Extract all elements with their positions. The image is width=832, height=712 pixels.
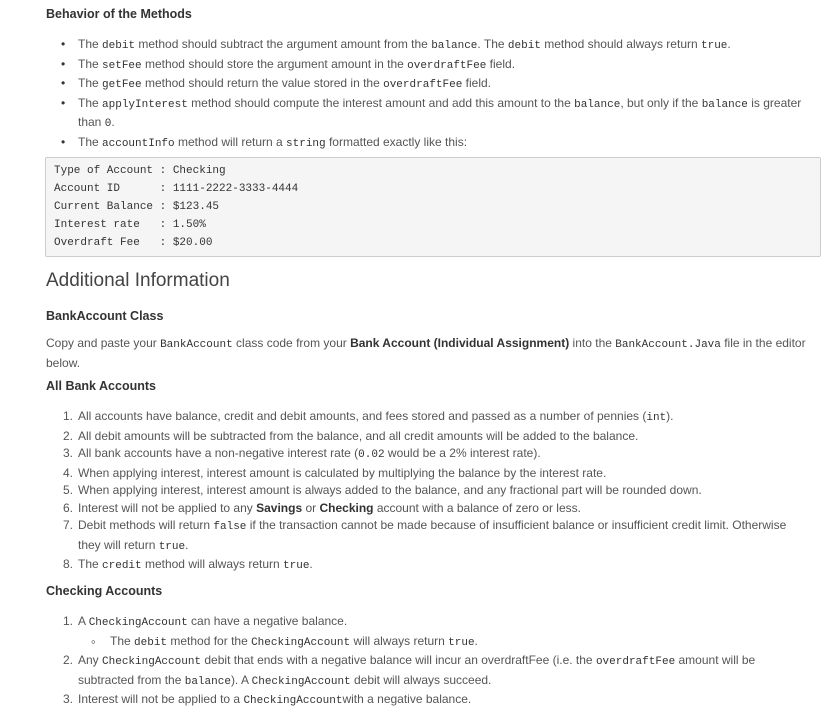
inline-code: CheckingAccount (251, 675, 351, 688)
inline-code: balance (431, 40, 478, 52)
inline-code: true (701, 40, 728, 52)
behavior-item: • The accountInfo method will return a string formatted exactly like this: (46, 134, 816, 154)
inline-code: true (158, 540, 186, 553)
list-item: 3. All bank accounts have a non-negative interest rate (0.02 would be a 2% interest rate). (63, 446, 541, 461)
inline-code: CheckingAccount (88, 617, 188, 629)
checking-accounts-heading: Checking Accounts (46, 584, 163, 598)
inline-code: BankAccount.Java (615, 339, 721, 351)
inline-code: balance (701, 98, 748, 111)
behavior-item: • The debit method should subtract the argument amount from the balance. The debit method should always return true. (46, 36, 816, 56)
behavior-item: • The getFee method should return the value stored in the overdraftFee field. (46, 75, 816, 95)
inline-code: debit (507, 40, 541, 52)
inline-code: debit (134, 636, 168, 649)
list-item: 2. All debit amounts will be subtracted from the balance, and all credit amounts will be added to the balance. (63, 428, 639, 443)
additional-info-heading: Additional Information (46, 270, 230, 291)
list-item: 7. Debit methods will return false if the transaction cannot be made because of insufficient balance or insufficient credit limit. Otherwise they will return true. (63, 518, 787, 553)
behavior-item: • The applyInterest method should compute the interest amount and add this amount to the balance, but only if the balance is greater than 0. (46, 95, 816, 134)
inline-code: setFee (102, 59, 142, 72)
inline-code: credit (102, 560, 142, 572)
inline-code: balance (184, 675, 231, 688)
code-line: Overdraft Fee : $20.00 (54, 237, 213, 249)
inline-code: CheckingAccount (243, 695, 343, 707)
inline-code: balance (574, 98, 621, 111)
bold-text: Checking (319, 500, 374, 515)
list-item: 8. The credit method will always return true. (63, 557, 313, 572)
inline-code: getFee (102, 79, 142, 91)
inline-code: true (448, 636, 475, 649)
list-item: 6. Interest will not be applied to any Savings or Checking account with a balance of zero or less. (63, 500, 581, 515)
bold-text: Bank Account (Individual Assignment) (350, 336, 570, 350)
inline-code: CheckingAccount (251, 636, 351, 649)
inline-code: 0 (104, 118, 112, 130)
inline-code: CheckingAccount (102, 656, 202, 668)
inline-code: false (213, 521, 247, 533)
behavior-item: • The setFee method should store the argument amount in the overdraftFee field. (46, 56, 816, 76)
code-line: Interest rate : 1.50% (54, 219, 206, 231)
checking-accounts-list (46, 613, 806, 711)
bankaccount-class-heading: BankAccount Class (46, 309, 164, 323)
inline-code: string (286, 137, 326, 150)
code-line: Current Balance : $123.45 (54, 201, 220, 213)
inline-code: overdraftFee (383, 79, 463, 91)
code-line: Type of Account : Checking (54, 165, 226, 177)
inline-code: applyInterest (102, 98, 188, 111)
bankaccount-class-text: Copy and paste your BankAccount class code from your Bank Account (Individual Assignment) into the BankAccount.Java file in the editor below. (46, 336, 806, 370)
list-item: 5. When applying interest, interest amount is always added to the balance, and any fractional part will be rounded down. (63, 483, 702, 497)
all-accounts-list (46, 408, 806, 576)
inline-code: true (283, 560, 310, 572)
all-accounts-heading: All Bank Accounts (46, 379, 156, 393)
bold-text: Savings (256, 500, 303, 515)
inline-code: overdraftFee (595, 656, 676, 668)
inline-code: 0.02 (358, 449, 385, 461)
sub-list-item: ◦ The debit method for the CheckingAccount will always return true. (78, 633, 806, 653)
inline-code: debit (102, 40, 136, 52)
checking-sub-list (78, 633, 806, 653)
inline-code: accountInfo (102, 137, 175, 150)
account-info-code-block (45, 157, 821, 257)
behavior-heading: Behavior of the Methods (46, 7, 192, 21)
list-item: 1. A CheckingAccount can have a negative balance. ◦ The debit method for the CheckingAccount will always return true. (46, 613, 806, 652)
inline-code: int (646, 412, 667, 424)
inline-code: BankAccount (160, 339, 233, 351)
inline-code: overdraftFee (407, 59, 487, 72)
list-item: 2. Any CheckingAccount debit that ends with a negative balance will incur an overdraftFee (i.e. the overdraftFee amount will be subtracted from the balance). A CheckingAccount debit will always succeed. (63, 653, 756, 688)
behavior-list (46, 36, 816, 153)
code-line: Account ID : 1111-2222-3333-4444 (54, 183, 299, 195)
list-item: 3. Interest will not be applied to a CheckingAccountwith a negative balance. (63, 692, 472, 707)
list-item: 1. All accounts have balance, credit and debit amounts, and fees stored and passed as a number of pennies (int). (63, 409, 674, 424)
list-item: 4. When applying interest, interest amount is calculated by multiplying the balance by the interest rate. (63, 465, 607, 480)
